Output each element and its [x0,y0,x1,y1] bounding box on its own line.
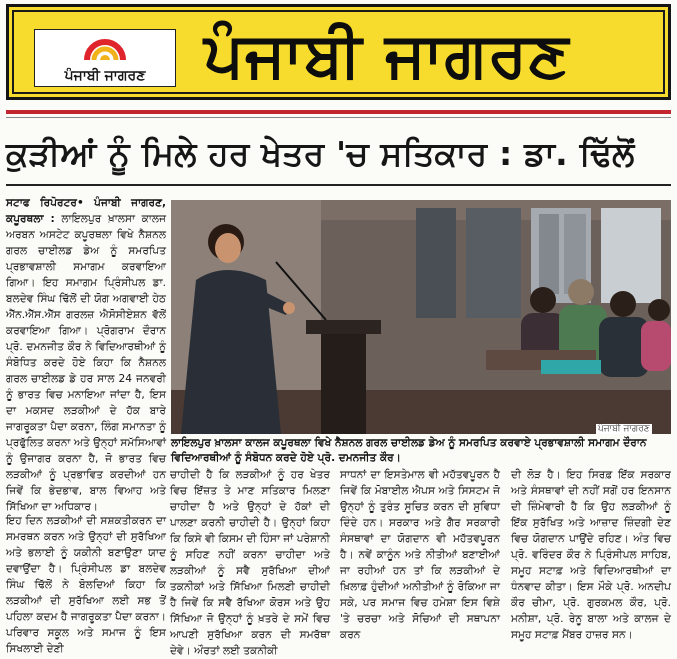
photo-credit: ਪੰਜਾਬੀ ਜਾਗਰਣ [598,424,650,434]
column-2-text: ਚਾਹੀਦੀ ਹੈ ਕਿ ਲੜਕੀਆਂ ਨੂੰ ਹਰ ਖੇਤਰ ਵਿਚ ਇੱਜ਼ਤ ਤੇ ਮਾਣ ਸਤਿਕਾਰ ਮਿਲਣਾ ਚਾਹੀਦਾ ਹੈ ਅਤੇ ਉਨ੍ਹਾਂ ਦੇ ਹੱਕਾਂ ਦੀ ਪਾਲਣਾ ਕਰਨੀ ਚਾਹੀਦੀ ਹੈ। ਉਨ੍ਹਾਂ ਕਿਹਾ ਕਿ ਕਿਸੇ ਵੀ ਕਿਸਮ ਦੀ ਹਿੰਸਾ ਜਾਂ ਪਰੇਸ਼ਾਨੀ ਨੂੰ ਸਹਿਣ ਨਹੀਂ ਕਰਨਾ ਚਾਹੀਦਾ ਅਤੇ ਲੜਕੀਆਂ ਨੂੰ ਸਵੈ ਸੁਰੱਖਿਆ ਦੀਆਂ ਤਕਨੀਕਾਂ ਅਤੇ ਸਿੱਖਿਆ ਮਿਲਣੀ ਚਾਹੀਦੀ ਹੈ ਜਿਵੇਂ ਕਿ ਸਵੈ ਰੱਖਿਆ ਕੋਰਸ ਅਤੇ ਉਹ ਸਿੱਖਿਆ ਜੋ ਉਨ੍ਹਾਂ ਨੂੰ ਖ਼ਤਰੇ ਦੇ ਸਮੇਂ ਵਿਚ ਆਪਣੀ ਸੁਰੱਖਿਆ ਕਰਨ ਦੀ ਸਮਰੱਥਾ ਦੇਵੇ। ਔਰਤਾਂ ਲਈ ਤਕਨੀਕੀ [170,469,330,657]
red-divider [6,110,671,114]
byline: ਸਟਾਫ ਰਿਪੋਰਟਰ• ਪੰਜਾਬੀ ਜਾਗਰਣ, ਕਪੂਰਥਲਾ : [6,197,166,225]
photo-caption: ਲਾਇਲਪੁਰ ਖ਼ਾਲਸਾ ਕਾਲਜ ਕਪੂਰਥਲਾ ਵਿਖੇ ਨੈਸ਼ਨਲ ਗਰਲ ਚਾਈਲਡ ਡੇਅ ਨੂੰ ਸਮਰਪਿਤ ਕਰਵਾਏ ਪ੍ਰਭਾਵਸ਼ਾਲੀ ਸਮਾਗਮ ਦੌਰਾਨ ਵਿਦਿਆਰਥੀਆਂ ਨੂੰ ਸੰਬੋਧਨ ਕਰਦੇ ਹੋਏ ਪ੍ਰੋ. ਦਮਨਜੀਤ ਕੌਰ। [171,437,647,464]
article-column-1-continued [6,513,166,657]
newspaper-logo [34,29,176,87]
article-column-4 [511,467,671,643]
masthead [6,4,671,100]
masthead-border [12,10,665,94]
event-photo [171,200,671,434]
article-column-2 [170,467,330,659]
logo-text: ਪੰਜਾਬੀ ਜਾਗਰਣ [64,68,146,84]
newspaper-title: ਪੰਜਾਬੀ ਜਾਗਰਣ [204,18,570,91]
column-1-text: ਲਾਇਲਪੁਰ ਖ਼ਾਲਸਾ ਕਾਲਜ ਅਰਬਨ ਅਸਟੇਟ ਕਪੂਰਥਲਾ ਵਿਖੇ ਨੈਸ਼ਨਲ ਗਰਲ ਚਾਈਲਡ ਡੇਅ ਨੂੰ ਸਮਰਪਿਤ ਪ੍ਰਭਾਵਸ਼ਾਲੀ ਸਮਾਗਮ ਕਰਵਾਇਆ ਗਿਆ। ਇਹ ਸਮਾਗਮ ਪ੍ਰਿੰਸੀਪਲ ਡਾ. ਬਲਦੇਵ ਸਿੰਘ ਢਿੱਲੋਂ ਦੀ ਯੋਗ ਅਗਵਾਈ ਹੇਠ ਐੱਨ.ਐੱਸ.ਐੱਸ ਗਰਲਜ਼ ਐਸੋਸੀਏਸ਼ਨ ਵੱਲੋਂ ਕਰਵਾਇਆ ਗਿਆ। ਪ੍ਰੋਗਰਾਮ ਦੌਰਾਨ ਪ੍ਰੋ. ਦਮਨਜੀਤ ਕੌਰ ਨੇ ਵਿਦਿਆਰਥੀਆਂ ਨੂੰ ਸੰਬੋਧਿਤ ਕਰਦੇ ਹੋਏ ਕਿਹਾ ਕਿ ਨੈਸ਼ਨਲ ਗਰਲ ਚਾਈਲਡ ਡੇ ਹਰ ਸਾਲ 24 ਜਨਵਰੀ ਨੂੰ ਭਾਰਤ ਵਿਚ ਮਨਾਇਆ ਜਾਂਦਾ ਹੈ, ਇਸ ਦਾ ਮਕਸਦ ਲੜਕੀਆਂ ਦੇ ਹੱਕ ਬਾਰੇ ਜਾਗਰੂਕਤਾ ਪੈਦਾ ਕਰਨਾ, ਲਿੰਗ ਸਮਾਨਤਾ ਨੂੰ ਪ੍ਰਫੁੱਲਿਤ ਕਰਨਾ ਅਤੇ ਉਨ੍ਹਾਂ ਸਮੱਸਿਆਵਾਂ ਨੂੰ ਉਜਾਗਰ ਕਰਨਾ ਹੈ, ਜੋ ਭਾਰਤ ਵਿਚ ਲੜਕੀਆਂ ਨੂੰ ਪ੍ਰਭਾਵਿਤ ਕਰਦੀਆਂ ਹਨ ਜਿਵੇਂ ਕਿ ਭੇਦਭਾਵ, ਬਾਲ ਵਿਆਹ ਅਤੇ ਸਿੱਖਿਆ ਦਾ ਅਧਿਕਾਰ। [6,213,167,513]
headline: ਕੁੜੀਆਂ ਨੂੰ ਮਿਲੇ ਹਰ ਖੇਤਰ 'ਚ ਸਤਿਕਾਰ : ਡਾ. ਢਿੱਲੋਂ [6,134,635,173]
headline-rule [6,184,671,186]
column-1-bottom-text: ਇਹ ਦਿਨ ਲੜਕੀਆਂ ਦੀ ਸਸ਼ਕਤੀਕਰਨ ਦਾ ਸਮਰਥਨ ਕਰਨ ਅਤੇ ਉਨ੍ਹਾਂ ਦੀ ਸੁਰੱਖਿਆ ਅਤੇ ਭਲਾਈ ਨੂੰ ਯਕੀਨੀ ਬਣਾਉਣਾ ਯਾਦ ਦਵਾਉਂਦਾ ਹੈ। ਪ੍ਰਿੰਸੀਪਲ ਡਾ ਬਲਦੇਵ ਸਿੰਘ ਢਿੱਲੋਂ ਨੇ ਬੋਲਦਿਆਂ ਕਿਹਾ ਕਿ ਲੜਕੀਆਂ ਦੀ ਸੁਰੱਖਿਆ ਲਈ ਸਭ ਤੋਂ ਪਹਿਲਾ ਕਦਮ ਹੈ ਜਾਗਰੂਕਤਾ ਪੈਦਾ ਕਰਨਾ। ਪਰਿਵਾਰ ਸਕੂਲ ਅਤੇ ਸਮਾਜ ਨੂੰ ਇਸ ਸਿਖਲਾਈ ਦੇਣੀ [6,515,166,655]
column-4-text: ਦੀ ਲੋੜ ਹੈ। ਇਹ ਸਿਰਫ਼ ਇੱਕ ਸਰਕਾਰ ਅਤੇ ਸੰਸਥਾਵਾਂ ਦੀ ਨਹੀਂ ਸਗੋਂ ਹਰ ਇਨਸਾਨ ਦੀ ਜ਼ਿੰਮੇਵਾਰੀ ਹੈ ਕਿ ਉਹ ਲੜਕੀਆਂ ਨੂੰ ਇੱਕ ਸੁਰੱਖਿਤ ਅਤੇ ਆਜ਼ਾਦ ਜ਼ਿੰਦਗੀ ਦੇਣ ਵਿਚ ਯੋਗਦਾਨ ਪਾਉਂਦੇ ਰਹਿਣ। ਅੰਤ ਵਿਚ ਪ੍ਰੋ. ਵਰਿੰਦਰ ਕੌਰ ਨੇ ਪ੍ਰਿੰਸੀਪਲ ਸਾਹਿਬ, ਸਮੂਹ ਸਟਾਫ਼ ਅਤੇ ਵਿਦਿਆਰਥੀਆਂ ਦਾ ਧੰਨਵਾਦ ਕੀਤਾ। ਇਸ ਮੌਕੇ ਪ੍ਰੋ. ਅਨਦੀਪ ਕੌਰ ਚੀਮਾ, ਪ੍ਰੋ. ਗੁਰਕਮਲ ਕੌਰ, ਪ੍ਰੋ. ਮਨੀਸ਼ਾ, ਪ੍ਰੋ. ਰੇਨੂ ਬਾਲਾ ਅਤੇ ਕਾਲਜ ਦੇ ਸਮੂਹ ਸਟਾਫ਼ ਮੈਂਬਰ ਹਾਜ਼ਰ ਸਨ। [511,469,671,641]
article-column-1 [6,195,166,515]
thin-divider [6,117,671,118]
article-column-3 [340,467,500,643]
event-photo-image [171,200,671,434]
column-3-text: ਸਾਧਨਾਂ ਦਾ ਇਸਤੇਮਾਲ ਵੀ ਮਹੱਤਵਪੂਰਨ ਹੈ ਜਿਵੇਂ ਕਿ ਮੋਬਾਈਲ ਐਪਸ ਅਤੇ ਸਿਸਟਮ ਜੋ ਉਨ੍ਹਾਂ ਨੂੰ ਤੁਰੰਤ ਸੂਚਿਤ ਕਰਨ ਦੀ ਸੁਵਿਧਾ ਦਿੰਦੇ ਹਨ। ਸਰਕਾਰ ਅਤੇ ਗੈਰ ਸਰਕਾਰੀ ਸੰਸਥਾਵਾਂ ਦਾ ਯੋਗਦਾਨ ਵੀ ਮਹੱਤਵਪੂਰਨ ਹੈ। ਨਵੇਂ ਕਾਨੂੰਨ ਅਤੇ ਨੀਤੀਆਂ ਬਣਾਈਆਂ ਜਾ ਰਹੀਆਂ ਹਨ ਤਾਂ ਕਿ ਲੜਕੀਆਂ ਦੇ ਖ਼ਿਲਾਫ਼ ਹੁੰਦੀਆਂ ਅਨੀਤੀਆਂ ਨੂੰ ਰੋਕਿਆ ਜਾ ਸਕੇ, ਪਰ ਸਮਾਜ ਵਿਚ ਹਮੇਸ਼ਾ ਇਸ ਵਿਸ਼ੇ 'ਤੇ ਚਰਚਾ ਅਤੇ ਸੋਚਿਆਂ ਦੀ ਸਥਾਪਨਾ ਕਰਨ [340,469,500,641]
sunrise-logo-icon [83,36,127,62]
